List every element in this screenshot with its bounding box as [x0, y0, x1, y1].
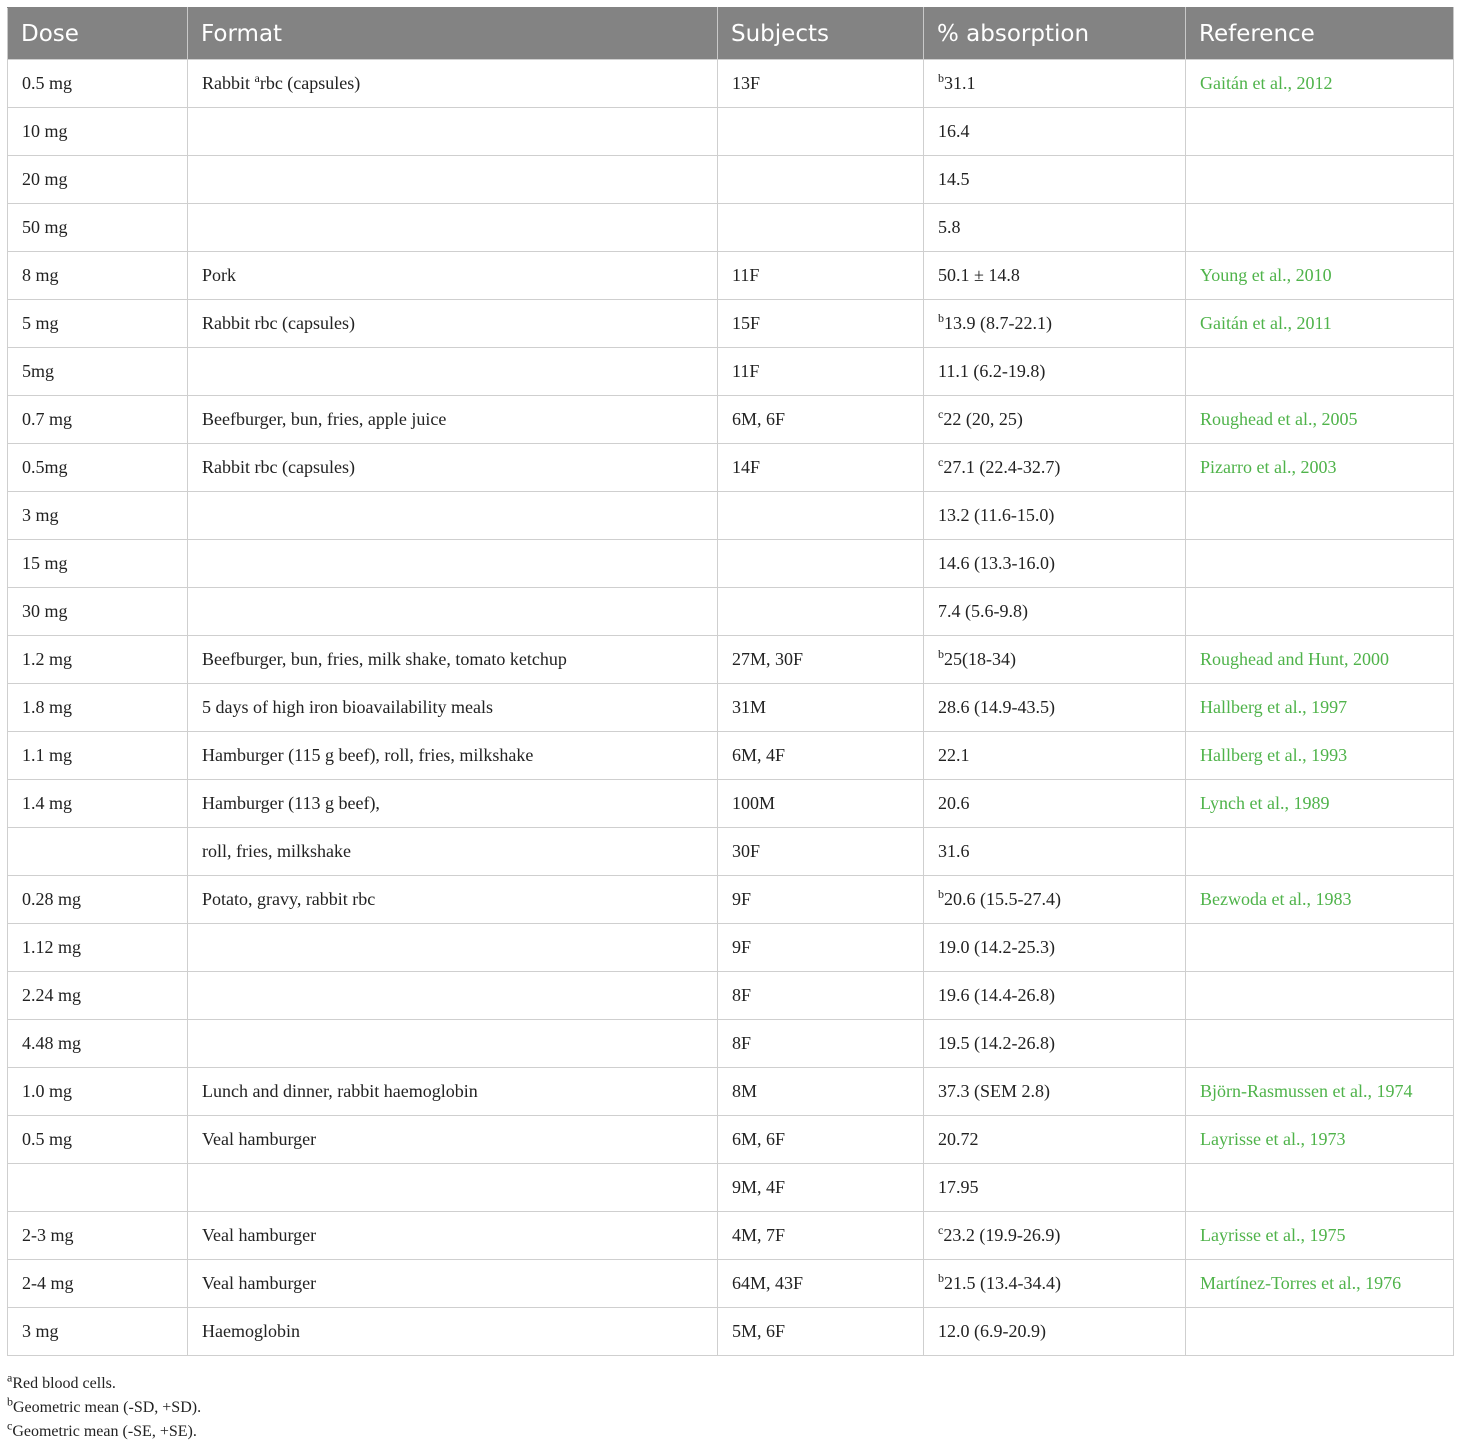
cell-absorption	[924, 1020, 1186, 1068]
cell-format	[188, 588, 718, 636]
dose-text: 5 mg	[22, 313, 59, 333]
absorption-text: 28.6 (14.9-43.5)	[938, 697, 1055, 717]
table-header-row	[8, 8, 1454, 60]
cell-subjects	[718, 732, 924, 780]
format-text: Lunch and dinner, rabbit haemoglobin	[202, 1081, 478, 1101]
cell-dose	[8, 636, 188, 684]
cell-dose	[8, 348, 188, 396]
footnote	[7, 1372, 201, 1396]
absorption-text: 21.5 (13.4-34.4)	[944, 1273, 1061, 1293]
footnote-text: Red blood cells.	[12, 1375, 116, 1392]
cell-absorption	[924, 1308, 1186, 1356]
cell-absorption	[924, 156, 1186, 204]
subjects-text: 64M, 43F	[732, 1273, 804, 1293]
cell-format	[188, 252, 718, 300]
footnote-marker: b	[938, 71, 944, 85]
cell-format	[188, 1164, 718, 1212]
footnote-marker: c	[938, 1223, 944, 1237]
table-row	[8, 1020, 1454, 1068]
absorption-text: 31.1	[944, 73, 976, 93]
dose-text: 0.5mg	[22, 457, 68, 477]
cell-reference	[1186, 1164, 1454, 1212]
table-row	[8, 300, 1454, 348]
cell-subjects	[718, 588, 924, 636]
footnote	[7, 1420, 201, 1444]
cell-absorption	[924, 1068, 1186, 1116]
subjects-text: 14F	[732, 457, 761, 477]
cell-subjects	[718, 396, 924, 444]
header-subjects: Subjects	[718, 8, 924, 60]
format-text: Rabbit rbc (capsules)	[202, 313, 355, 333]
subjects-text: 9M, 4F	[732, 1177, 786, 1197]
subjects-text: 8M	[732, 1081, 758, 1101]
dose-text: 5mg	[22, 361, 55, 381]
dose-text: 2-4 mg	[22, 1273, 74, 1293]
cell-subjects	[718, 540, 924, 588]
absorption-text: 13.2 (11.6-15.0)	[938, 505, 1055, 525]
cell-format	[188, 876, 718, 924]
dose-text: 0.5 mg	[22, 1129, 73, 1149]
cell-dose	[8, 588, 188, 636]
reference-link[interactable]: Roughead et al., 2005	[1200, 409, 1358, 429]
table-row	[8, 636, 1454, 684]
format-text: Beefburger, bun, fries, apple juice	[202, 409, 447, 429]
cell-reference	[1186, 540, 1454, 588]
subjects-text: 11F	[732, 265, 760, 285]
cell-format	[188, 396, 718, 444]
subjects-text: 100M	[732, 793, 776, 813]
cell-subjects	[718, 1020, 924, 1068]
cell-reference[interactable]	[1186, 1116, 1454, 1164]
cell-subjects	[718, 1260, 924, 1308]
format-text: Rabbit rbc (capsules)	[202, 457, 355, 477]
cell-dose	[8, 1068, 188, 1116]
absorption-text: 20.6	[938, 793, 970, 813]
absorption-text: 50.1 ± 14.8	[938, 265, 1020, 285]
footnote-marker: b	[938, 647, 944, 661]
subjects-text: 15F	[732, 313, 761, 333]
cell-absorption	[924, 540, 1186, 588]
subjects-text: 6M, 6F	[732, 409, 786, 429]
cell-format	[188, 60, 718, 108]
table-row	[8, 108, 1454, 156]
absorption-text: 23.2 (19.9-26.9)	[943, 1225, 1061, 1245]
cell-format	[188, 684, 718, 732]
cell-reference[interactable]	[1186, 396, 1454, 444]
absorption-text: 19.6 (14.4-26.8)	[938, 985, 1055, 1005]
absorption-table	[7, 7, 1454, 1356]
cell-format	[188, 1020, 718, 1068]
cell-dose	[8, 876, 188, 924]
table-row	[8, 1308, 1454, 1356]
format-text: Veal hamburger	[202, 1273, 317, 1293]
cell-format	[188, 780, 718, 828]
dose-text: 20 mg	[22, 169, 68, 189]
table-row	[8, 492, 1454, 540]
cell-reference[interactable]	[1186, 252, 1454, 300]
format-text: Potato, gravy, rabbit rbc	[202, 889, 376, 909]
table-row	[8, 1260, 1454, 1308]
cell-reference	[1186, 924, 1454, 972]
cell-dose	[8, 684, 188, 732]
cell-subjects	[718, 156, 924, 204]
absorption-text: 20.6 (15.5-27.4)	[944, 889, 1061, 909]
cell-absorption	[924, 828, 1186, 876]
footnote-marker: c	[938, 455, 944, 469]
cell-dose	[8, 540, 188, 588]
cell-reference[interactable]	[1186, 300, 1454, 348]
absorption-text: 20.72	[938, 1129, 979, 1149]
format-text: Haemoglobin	[202, 1321, 300, 1341]
table-row	[8, 588, 1454, 636]
cell-absorption	[924, 492, 1186, 540]
format-text: 5 days of high iron bioavailability meals	[202, 697, 493, 717]
reference-link[interactable]: Lynch et al., 1989	[1200, 793, 1330, 813]
cell-absorption	[924, 444, 1186, 492]
cell-format	[188, 828, 718, 876]
dose-text: 2-3 mg	[22, 1225, 74, 1245]
table-row	[8, 684, 1454, 732]
reference-link[interactable]: Pizarro et al., 2003	[1200, 457, 1337, 477]
dose-text: 30 mg	[22, 601, 68, 621]
subjects-text: 31M	[732, 697, 767, 717]
cell-subjects	[718, 684, 924, 732]
cell-dose	[8, 252, 188, 300]
format-text: Hamburger (113 g beef),	[202, 793, 380, 813]
table-row	[8, 780, 1454, 828]
reference-link[interactable]: Gaitán et al., 2011	[1200, 313, 1332, 333]
absorption-text: 31.6	[938, 841, 970, 861]
table-row	[8, 972, 1454, 1020]
cell-reference	[1186, 1308, 1454, 1356]
subjects-text: 30F	[732, 841, 761, 861]
format-text: Pork	[202, 265, 237, 285]
header-reference: Reference	[1186, 8, 1454, 60]
absorption-text: 17.95	[938, 1177, 979, 1197]
cell-absorption	[924, 876, 1186, 924]
cell-format	[188, 972, 718, 1020]
footnote-mark: c	[7, 1418, 13, 1433]
table-row	[8, 252, 1454, 300]
cell-absorption	[924, 1260, 1186, 1308]
dose-text: 0.7 mg	[22, 409, 73, 429]
reference-link[interactable]: Martínez-Torres et al., 1976	[1200, 1273, 1402, 1293]
cell-dose	[8, 1116, 188, 1164]
cell-format	[188, 924, 718, 972]
cell-subjects	[718, 1164, 924, 1212]
cell-reference	[1186, 1020, 1454, 1068]
absorption-text: 14.6 (13.3-16.0)	[938, 553, 1055, 573]
cell-format	[188, 156, 718, 204]
cell-absorption	[924, 204, 1186, 252]
footnote	[7, 1396, 201, 1420]
absorption-text: 11.1 (6.2-19.8)	[938, 361, 1046, 381]
cell-subjects	[718, 348, 924, 396]
cell-reference[interactable]	[1186, 684, 1454, 732]
subjects-text: 27M, 30F	[732, 649, 804, 669]
cell-reference	[1186, 972, 1454, 1020]
footnote-marker: a	[254, 71, 260, 85]
cell-reference[interactable]	[1186, 876, 1454, 924]
footnote-marker: c	[938, 407, 944, 421]
cell-subjects	[718, 300, 924, 348]
cell-absorption	[924, 1212, 1186, 1260]
cell-absorption	[924, 972, 1186, 1020]
reference-link[interactable]: Roughead and Hunt, 2000	[1200, 649, 1389, 669]
cell-reference[interactable]	[1186, 444, 1454, 492]
table-row	[8, 348, 1454, 396]
format-text: Beefburger, bun, fries, milk shake, tomato ketchup	[202, 649, 567, 669]
cell-absorption	[924, 684, 1186, 732]
format-text: Veal hamburger	[202, 1225, 317, 1245]
table-row	[8, 156, 1454, 204]
cell-reference	[1186, 204, 1454, 252]
footnote-marker: b	[938, 311, 944, 325]
dose-text: 8 mg	[22, 265, 59, 285]
header-absorption: % absorption	[924, 8, 1186, 60]
footnote-mark: b	[7, 1394, 13, 1409]
cell-reference[interactable]	[1186, 1260, 1454, 1308]
header-format: Format	[188, 8, 718, 60]
dose-text: 50 mg	[22, 217, 68, 237]
dose-text: 1.12 mg	[22, 937, 82, 957]
cell-absorption	[924, 780, 1186, 828]
cell-reference	[1186, 828, 1454, 876]
cell-subjects	[718, 444, 924, 492]
cell-absorption	[924, 60, 1186, 108]
footnote-marker: b	[938, 1271, 944, 1285]
cell-absorption	[924, 924, 1186, 972]
cell-dose	[8, 1212, 188, 1260]
cell-dose	[8, 492, 188, 540]
cell-absorption	[924, 1116, 1186, 1164]
table-row	[8, 732, 1454, 780]
subjects-text: 6M, 4F	[732, 745, 786, 765]
reference-link[interactable]: Hallberg et al., 1997	[1200, 697, 1348, 717]
dose-text: 3 mg	[22, 1321, 59, 1341]
cell-dose	[8, 444, 188, 492]
cell-reference	[1186, 108, 1454, 156]
cell-reference[interactable]	[1186, 732, 1454, 780]
cell-subjects	[718, 876, 924, 924]
cell-absorption	[924, 348, 1186, 396]
cell-reference	[1186, 348, 1454, 396]
format-text: Rabbit	[202, 73, 255, 93]
format-text-cont: rbc (capsules)	[259, 73, 361, 93]
cell-subjects	[718, 252, 924, 300]
cell-dose	[8, 108, 188, 156]
absorption-text: 27.1 (22.4-32.7)	[943, 457, 1061, 477]
cell-absorption	[924, 108, 1186, 156]
cell-absorption	[924, 396, 1186, 444]
cell-format	[188, 540, 718, 588]
cell-reference	[1186, 492, 1454, 540]
cell-subjects	[718, 636, 924, 684]
cell-format	[188, 636, 718, 684]
cell-subjects	[718, 492, 924, 540]
cell-subjects	[718, 60, 924, 108]
reference-link[interactable]: Young et al., 2010	[1200, 265, 1332, 285]
cell-format	[188, 732, 718, 780]
cell-subjects	[718, 1116, 924, 1164]
dose-text: 1.8 mg	[22, 697, 73, 717]
table-row	[8, 204, 1454, 252]
absorption-text: 22 (20, 25)	[943, 409, 1023, 429]
dose-text: 1.0 mg	[22, 1081, 73, 1101]
absorption-text: 14.5	[938, 169, 970, 189]
dose-text: 1.2 mg	[22, 649, 73, 669]
cell-subjects	[718, 780, 924, 828]
cell-format	[188, 1260, 718, 1308]
absorption-text: 16.4	[938, 121, 970, 141]
cell-dose	[8, 156, 188, 204]
dose-text: 3 mg	[22, 505, 59, 525]
cell-dose	[8, 924, 188, 972]
reference-link[interactable]: Gaitán et al., 2012	[1200, 73, 1333, 93]
cell-subjects	[718, 1308, 924, 1356]
cell-format	[188, 492, 718, 540]
table-row	[8, 924, 1454, 972]
table-row	[8, 1068, 1454, 1116]
absorption-text: 13.9 (8.7-22.1)	[944, 313, 1052, 333]
cell-dose	[8, 300, 188, 348]
dose-text: 10 mg	[22, 121, 68, 141]
subjects-text: 9F	[732, 937, 752, 957]
dose-text: 1.4 mg	[22, 793, 73, 813]
absorption-text: 7.4 (5.6-9.8)	[938, 601, 1028, 621]
cell-absorption	[924, 300, 1186, 348]
subjects-text: 5M, 6F	[732, 1321, 786, 1341]
cell-subjects	[718, 924, 924, 972]
format-text: Veal hamburger	[202, 1129, 317, 1149]
cell-reference[interactable]	[1186, 1068, 1454, 1116]
dose-text: 0.28 mg	[22, 889, 82, 909]
cell-dose	[8, 732, 188, 780]
subjects-text: 9F	[732, 889, 752, 909]
cell-dose	[8, 1164, 188, 1212]
absorption-text: 5.8	[938, 217, 961, 237]
format-text: Hamburger (115 g beef), roll, fries, milkshake	[202, 745, 534, 765]
cell-format	[188, 108, 718, 156]
footnote-mark: a	[7, 1370, 13, 1385]
cell-dose	[8, 60, 188, 108]
subjects-text: 8F	[732, 1033, 752, 1053]
subjects-text: 4M, 7F	[732, 1225, 786, 1245]
header-dose: Dose	[8, 8, 188, 60]
subjects-text: 11F	[732, 361, 760, 381]
cell-dose	[8, 204, 188, 252]
cell-reference[interactable]	[1186, 636, 1454, 684]
cell-format	[188, 1308, 718, 1356]
absorption-text: 37.3 (SEM 2.8)	[938, 1081, 1050, 1101]
table-row	[8, 1164, 1454, 1212]
cell-absorption	[924, 1164, 1186, 1212]
cell-format	[188, 1068, 718, 1116]
cell-format	[188, 300, 718, 348]
absorption-text: 12.0 (6.9-20.9)	[938, 1321, 1046, 1341]
table-row	[8, 60, 1454, 108]
subjects-text: 6M, 6F	[732, 1129, 786, 1149]
cell-absorption	[924, 252, 1186, 300]
cell-absorption	[924, 732, 1186, 780]
cell-dose	[8, 1260, 188, 1308]
reference-link[interactable]: Layrisse et al., 1973	[1200, 1129, 1346, 1149]
cell-subjects	[718, 1068, 924, 1116]
cell-format	[188, 1116, 718, 1164]
cell-subjects	[718, 204, 924, 252]
reference-link[interactable]: Hallberg et al., 1993	[1200, 745, 1348, 765]
cell-absorption	[924, 588, 1186, 636]
table-row	[8, 444, 1454, 492]
table-row	[8, 396, 1454, 444]
reference-link[interactable]: Björn-Rasmussen et al., 1974	[1200, 1081, 1413, 1101]
reference-link[interactable]: Layrisse et al., 1975	[1200, 1225, 1346, 1245]
absorption-text: 22.1	[938, 745, 970, 765]
cell-dose	[8, 396, 188, 444]
cell-dose	[8, 972, 188, 1020]
subjects-text: 13F	[732, 73, 761, 93]
cell-reference	[1186, 588, 1454, 636]
cell-dose	[8, 780, 188, 828]
dose-text: 2.24 mg	[22, 985, 82, 1005]
table-row	[8, 1116, 1454, 1164]
cell-subjects	[718, 972, 924, 1020]
table-row	[8, 1212, 1454, 1260]
cell-dose	[8, 1020, 188, 1068]
cell-subjects	[718, 828, 924, 876]
cell-format	[188, 1212, 718, 1260]
cell-dose	[8, 828, 188, 876]
format-text: roll, fries, milkshake	[202, 841, 351, 861]
cell-format	[188, 348, 718, 396]
cell-dose	[8, 1308, 188, 1356]
footnote-text: Geometric mean (-SD, +SD).	[13, 1399, 202, 1416]
cell-reference[interactable]	[1186, 780, 1454, 828]
table-body	[8, 60, 1454, 1356]
cell-reference[interactable]	[1186, 60, 1454, 108]
cell-subjects	[718, 1212, 924, 1260]
data-table-container	[7, 7, 1453, 1356]
table-row	[8, 540, 1454, 588]
reference-link[interactable]: Bezwoda et al., 1983	[1200, 889, 1352, 909]
absorption-text: 19.5 (14.2-26.8)	[938, 1033, 1055, 1053]
cell-reference	[1186, 156, 1454, 204]
dose-text: 0.5 mg	[22, 73, 73, 93]
absorption-text: 19.0 (14.2-25.3)	[938, 937, 1055, 957]
footnote-text: Geometric mean (-SE, +SE).	[12, 1423, 197, 1440]
dose-text: 4.48 mg	[22, 1033, 82, 1053]
dose-text: 15 mg	[22, 553, 68, 573]
cell-format	[188, 444, 718, 492]
cell-format	[188, 204, 718, 252]
dose-text: 1.1 mg	[22, 745, 73, 765]
cell-reference[interactable]	[1186, 1212, 1454, 1260]
cell-absorption	[924, 636, 1186, 684]
footnotes	[7, 1372, 201, 1444]
table-row	[8, 828, 1454, 876]
cell-subjects	[718, 108, 924, 156]
subjects-text: 8F	[732, 985, 752, 1005]
table-row	[8, 876, 1454, 924]
absorption-text: 25(18-34)	[944, 649, 1016, 669]
footnote-marker: b	[938, 887, 944, 901]
